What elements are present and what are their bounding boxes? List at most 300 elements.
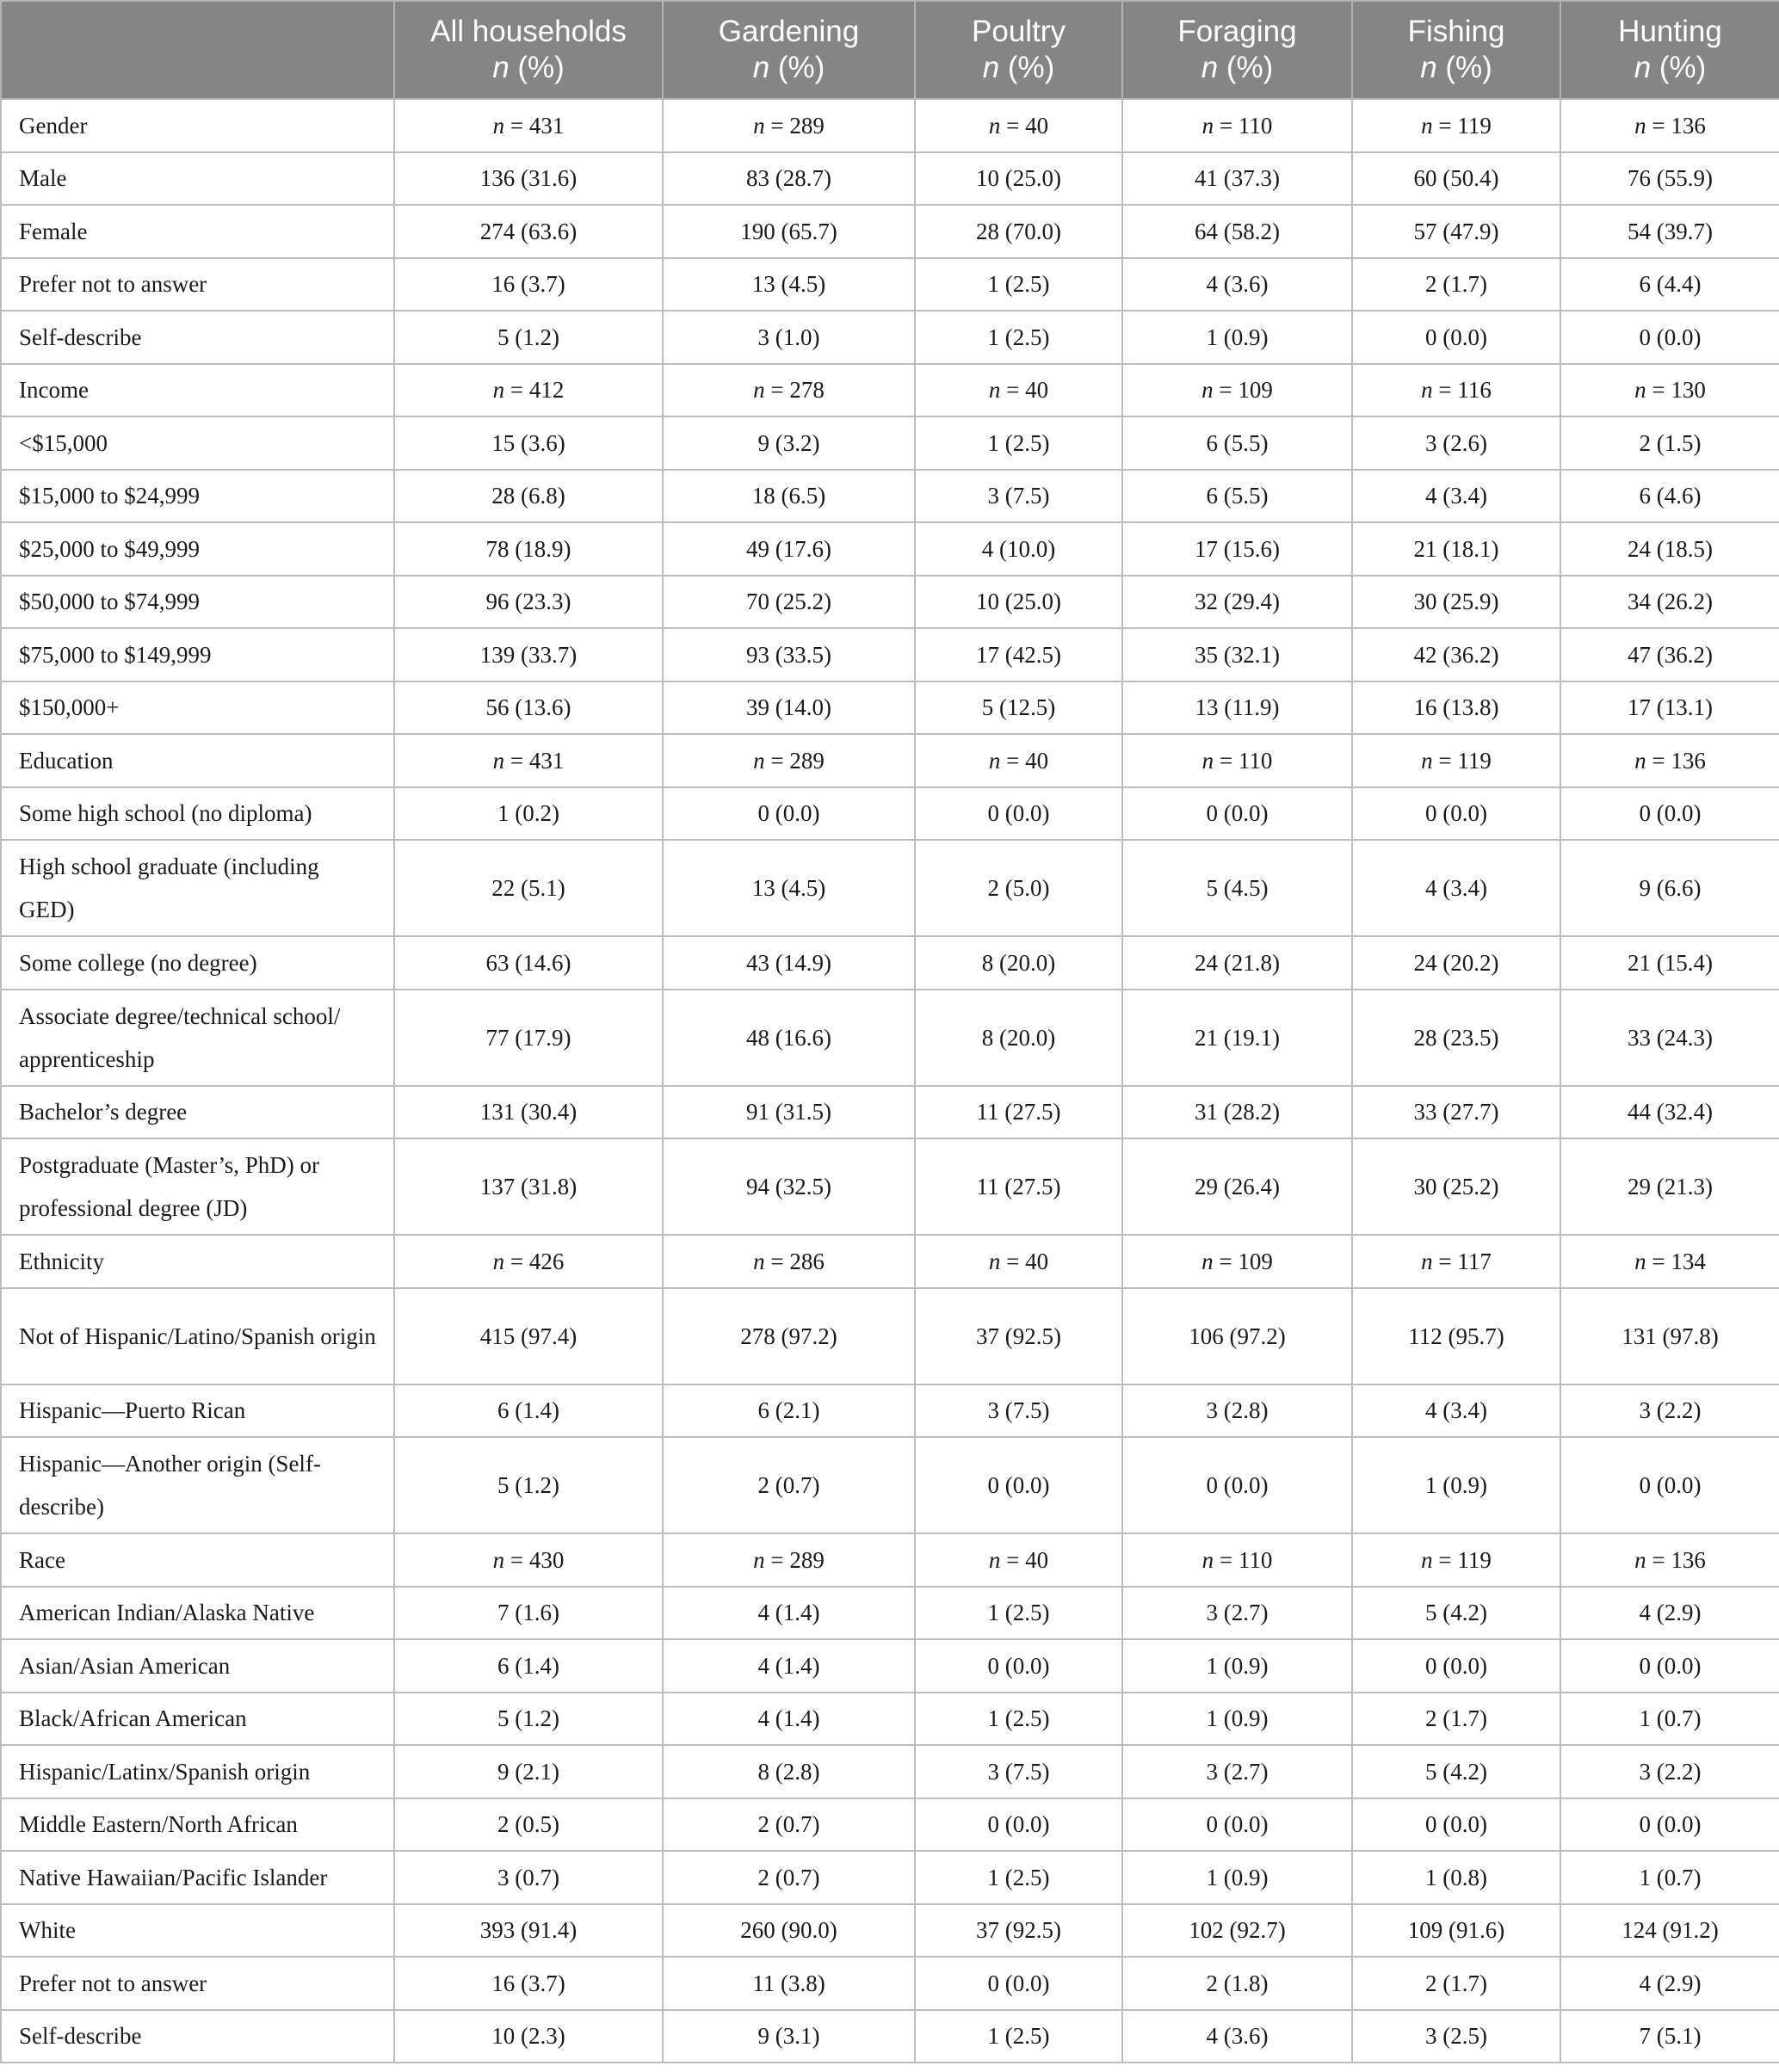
count-percent-cell: 112 (95.7) (1352, 1288, 1560, 1384)
sample-size-value: 289 (789, 1546, 825, 1573)
count-percent-cell: 131 (30.4) (394, 1086, 663, 1139)
row-label: Asian/Asian American (1, 1639, 394, 1693)
sample-size-cell (394, 734, 663, 787)
count-percent-cell: 1 (0.9) (1122, 1639, 1352, 1693)
n-symbol: n (492, 51, 510, 84)
row-label: Male (1, 152, 394, 206)
n-symbol: n (1421, 377, 1433, 404)
count-percent-cell: 0 (0.0) (915, 1639, 1122, 1693)
count-percent-cell: 0 (0.0) (1122, 1437, 1352, 1533)
count-percent-cell: 4 (3.6) (1122, 258, 1352, 311)
sample-size-value: 110 (1238, 747, 1273, 774)
table-header (1, 1, 1779, 99)
table-row (1, 1086, 1779, 1139)
section-label: Gender (1, 99, 394, 152)
sample-size-cell (394, 1533, 663, 1587)
count-percent-cell: 0 (0.0) (1560, 787, 1779, 841)
count-percent-cell: 21 (19.1) (1122, 990, 1352, 1086)
count-percent-cell: 1 (2.5) (915, 2010, 1122, 2063)
percent-unit: (%) (1436, 51, 1492, 84)
sample-size-value: 430 (528, 1546, 565, 1573)
sample-size-cell (1560, 364, 1779, 417)
sample-size-cell (1352, 364, 1560, 417)
n-symbol: n (1634, 51, 1652, 84)
n-symbol: n (492, 747, 505, 774)
section-row (1, 1235, 1779, 1288)
table-row (1, 1798, 1779, 1852)
sample-size-cell (1352, 99, 1560, 152)
count-percent-cell: 77 (17.9) (394, 990, 663, 1086)
count-percent-cell: 17 (42.5) (915, 628, 1122, 681)
table-row (1, 205, 1779, 258)
n-symbol: n (492, 112, 505, 139)
count-percent-cell: 5 (4.2) (1352, 1587, 1560, 1640)
row-label: Associate degree/technical school/ apprenticeship (1, 990, 394, 1086)
count-percent-cell: 18 (6.5) (663, 470, 915, 523)
count-percent-cell: 0 (0.0) (1560, 1798, 1779, 1852)
count-percent-cell: 49 (17.6) (663, 522, 915, 576)
equals-sign: = (1432, 112, 1458, 139)
sample-size-cell (915, 734, 1122, 787)
count-percent-cell: 1 (2.5) (915, 258, 1122, 311)
row-label: American Indian/Alaska Native (1, 1587, 394, 1640)
count-percent-cell: 33 (27.7) (1352, 1086, 1560, 1139)
table-row (1, 1851, 1779, 1904)
row-label: $75,000 to $149,999 (1, 628, 394, 681)
count-percent-cell: 11 (27.5) (915, 1138, 1122, 1235)
count-percent-cell: 7 (1.6) (394, 1587, 663, 1640)
count-percent-cell: 5 (1.2) (394, 1437, 663, 1533)
sample-size-value: 136 (1671, 1546, 1706, 1573)
n-symbol: n (1634, 377, 1646, 404)
table-row (1, 416, 1779, 470)
count-percent-cell: 0 (0.0) (915, 787, 1122, 841)
count-percent-cell: 4 (10.0) (915, 522, 1122, 576)
count-percent-cell: 1 (2.5) (915, 1693, 1122, 1746)
count-percent-cell: 15 (3.6) (394, 416, 663, 470)
section-label: Education (1, 734, 394, 787)
count-percent-cell: 4 (3.6) (1122, 2010, 1352, 2063)
table-row (1, 1745, 1779, 1798)
row-label: Hispanic/Latinx/Spanish origin (1, 1745, 394, 1798)
percent-unit: (%) (509, 51, 565, 84)
row-label: Bachelor’s degree (1, 1086, 394, 1139)
column-header-title: Poultry (972, 15, 1066, 48)
n-symbol: n (988, 112, 1001, 139)
equals-sign: = (1214, 1546, 1239, 1573)
count-percent-cell: 17 (13.1) (1560, 681, 1779, 735)
equals-sign: = (1646, 112, 1671, 139)
count-percent-cell: 6 (2.1) (663, 1384, 915, 1438)
n-symbol: n (988, 1248, 1001, 1274)
count-percent-cell: 70 (25.2) (663, 576, 915, 629)
column-header-subtitle (669, 50, 909, 86)
count-percent-cell: 2 (0.7) (663, 1851, 915, 1904)
sample-size-cell (1122, 364, 1352, 417)
table-row (1, 1138, 1779, 1235)
count-percent-cell: 63 (14.6) (394, 936, 663, 990)
count-percent-cell: 33 (24.3) (1560, 990, 1779, 1086)
equals-sign: = (1432, 1248, 1458, 1274)
equals-sign: = (1214, 747, 1239, 774)
count-percent-cell: 3 (2.5) (1352, 2010, 1560, 2063)
sample-size-value: 40 (1025, 377, 1049, 404)
count-percent-cell: 415 (97.4) (394, 1288, 663, 1384)
equals-sign: = (1646, 377, 1671, 404)
count-percent-cell: 34 (26.2) (1560, 576, 1779, 629)
count-percent-cell: 4 (1.4) (663, 1639, 915, 1693)
row-label: Some college (no degree) (1, 936, 394, 990)
count-percent-cell: 5 (1.2) (394, 1693, 663, 1746)
count-percent-cell: 54 (39.7) (1560, 205, 1779, 258)
sample-size-value: 40 (1025, 1248, 1049, 1274)
table-row (1, 936, 1779, 990)
count-percent-cell: 6 (4.6) (1560, 470, 1779, 523)
n-symbol: n (1421, 112, 1433, 139)
column-header (394, 1, 663, 99)
column-header-title: Fishing (1407, 15, 1505, 48)
table-row (1, 1904, 1779, 1958)
n-symbol: n (1420, 51, 1437, 84)
sample-size-value: 40 (1025, 1546, 1049, 1573)
sample-size-value: 431 (528, 112, 565, 139)
n-symbol: n (988, 747, 1001, 774)
column-header (1122, 1, 1352, 99)
count-percent-cell: 0 (0.0) (1122, 787, 1352, 841)
count-percent-cell: 0 (0.0) (1560, 1437, 1779, 1533)
table-body (1, 99, 1779, 2063)
row-label: Postgraduate (Master’s, PhD) or professional degree (JD) (1, 1138, 394, 1235)
count-percent-cell: 60 (50.4) (1352, 152, 1560, 206)
count-percent-cell: 1 (0.7) (1560, 1851, 1779, 1904)
row-label: White (1, 1904, 394, 1958)
equals-sign: = (764, 377, 790, 404)
count-percent-cell: 94 (32.5) (663, 1138, 915, 1235)
equals-sign: = (1214, 112, 1239, 139)
sample-size-cell (1560, 1235, 1779, 1288)
count-percent-cell: 5 (4.2) (1352, 1745, 1560, 1798)
column-header-subtitle (1358, 50, 1554, 86)
section-row (1, 734, 1779, 787)
sample-size-cell (663, 734, 915, 787)
equals-sign: = (1432, 377, 1458, 404)
row-label: $150,000+ (1, 681, 394, 735)
count-percent-cell: 5 (4.5) (1122, 840, 1352, 936)
count-percent-cell: 9 (3.1) (663, 2010, 915, 2063)
n-symbol: n (1421, 1248, 1433, 1274)
count-percent-cell: 131 (97.8) (1560, 1288, 1779, 1384)
table-row (1, 628, 1779, 681)
count-percent-cell: 3 (2.7) (1122, 1745, 1352, 1798)
sample-size-value: 116 (1457, 377, 1492, 404)
count-percent-cell: 8 (20.0) (915, 936, 1122, 990)
count-percent-cell: 124 (91.2) (1560, 1904, 1779, 1958)
count-percent-cell: 32 (29.4) (1122, 576, 1352, 629)
n-symbol: n (492, 1248, 505, 1274)
count-percent-cell: 24 (20.2) (1352, 936, 1560, 990)
count-percent-cell: 47 (36.2) (1560, 628, 1779, 681)
count-percent-cell: 37 (92.5) (915, 1904, 1122, 1958)
equals-sign: = (1000, 377, 1026, 404)
count-percent-cell: 136 (31.6) (394, 152, 663, 206)
equals-sign: = (1000, 112, 1026, 139)
table-row (1, 787, 1779, 841)
count-percent-cell: 13 (4.5) (663, 258, 915, 311)
count-percent-cell: 9 (6.6) (1560, 840, 1779, 936)
n-symbol: n (1634, 1248, 1646, 1274)
section-label: Ethnicity (1, 1235, 394, 1288)
sample-size-value: 412 (528, 377, 565, 404)
count-percent-cell: 8 (2.8) (663, 1745, 915, 1798)
column-header-subtitle (1566, 50, 1774, 86)
sample-size-cell (663, 99, 915, 152)
count-percent-cell: 83 (28.7) (663, 152, 915, 206)
n-symbol: n (753, 747, 765, 774)
count-percent-cell: 3 (2.8) (1122, 1384, 1352, 1438)
equals-sign: = (504, 1248, 529, 1274)
column-header-subtitle (1128, 50, 1346, 86)
sample-size-cell (1352, 1235, 1560, 1288)
count-percent-cell: 16 (3.7) (394, 1957, 663, 2010)
sample-size-cell (1352, 734, 1560, 787)
count-percent-cell: 64 (58.2) (1122, 205, 1352, 258)
sample-size-value: 109 (1238, 377, 1273, 404)
count-percent-cell: 0 (0.0) (1352, 787, 1560, 841)
count-percent-cell: 41 (37.3) (1122, 152, 1352, 206)
row-label: Native Hawaiian/Pacific Islander (1, 1851, 394, 1904)
count-percent-cell: 3 (0.7) (394, 1851, 663, 1904)
sample-size-value: 289 (789, 112, 825, 139)
table-row (1, 1957, 1779, 2010)
count-percent-cell: 13 (11.9) (1122, 681, 1352, 735)
equals-sign: = (1646, 1546, 1671, 1573)
count-percent-cell: 21 (18.1) (1352, 522, 1560, 576)
count-percent-cell: 10 (2.3) (394, 2010, 663, 2063)
sample-size-cell (394, 99, 663, 152)
equals-sign: = (1213, 1248, 1239, 1274)
count-percent-cell: 31 (28.2) (1122, 1086, 1352, 1139)
section-row (1, 364, 1779, 417)
column-header (1352, 1, 1560, 99)
sample-size-cell (394, 1235, 663, 1288)
column-header-subtitle (921, 50, 1116, 86)
n-symbol: n (1201, 747, 1214, 774)
sample-size-cell (915, 99, 1122, 152)
sample-size-value: 119 (1457, 747, 1492, 774)
count-percent-cell: 5 (12.5) (915, 681, 1122, 735)
count-percent-cell: 106 (97.2) (1122, 1288, 1352, 1384)
equals-sign: = (1213, 377, 1239, 404)
count-percent-cell: 102 (92.7) (1122, 1904, 1352, 1958)
n-symbol: n (1201, 51, 1219, 84)
equals-sign: = (1432, 1546, 1458, 1573)
count-percent-cell: 10 (25.0) (915, 152, 1122, 206)
count-percent-cell: 6 (5.5) (1122, 416, 1352, 470)
sample-size-cell (1352, 1533, 1560, 1587)
count-percent-cell: 1 (0.8) (1352, 1851, 1560, 1904)
count-percent-cell: 28 (6.8) (394, 470, 663, 523)
count-percent-cell: 2 (5.0) (915, 840, 1122, 936)
count-percent-cell: 3 (2.7) (1122, 1587, 1352, 1640)
count-percent-cell: 4 (1.4) (663, 1693, 915, 1746)
count-percent-cell: 4 (1.4) (663, 1587, 915, 1640)
sample-size-cell (1560, 734, 1779, 787)
count-percent-cell: 4 (3.4) (1352, 470, 1560, 523)
count-percent-cell: 0 (0.0) (915, 1957, 1122, 2010)
table-row (1, 470, 1779, 523)
equals-sign: = (1000, 1248, 1026, 1274)
row-label: Hispanic—Puerto Rican (1, 1384, 394, 1438)
table-row (1, 2010, 1779, 2063)
count-percent-cell: 278 (97.2) (663, 1288, 915, 1384)
sample-size-value: 286 (789, 1248, 825, 1274)
count-percent-cell: 7 (5.1) (1560, 2010, 1779, 2063)
column-header-title: Gardening (718, 15, 860, 48)
row-label: Prefer not to answer (1, 1957, 394, 2010)
count-percent-cell: 9 (3.2) (663, 416, 915, 470)
row-label: Hispanic—Another origin (Self-describe) (1, 1437, 394, 1533)
n-symbol: n (753, 1248, 765, 1274)
equals-sign: = (504, 112, 529, 139)
sample-size-value: 117 (1457, 1248, 1492, 1274)
row-label: $25,000 to $49,999 (1, 522, 394, 576)
count-percent-cell: 16 (3.7) (394, 258, 663, 311)
column-header (1560, 1, 1779, 99)
count-percent-cell: 0 (0.0) (915, 1437, 1122, 1533)
count-percent-cell: 2 (1.5) (1560, 416, 1779, 470)
table-row (1, 576, 1779, 629)
percent-unit: (%) (999, 51, 1055, 84)
equals-sign: = (764, 112, 790, 139)
equals-sign: = (1000, 747, 1026, 774)
equals-sign: = (1646, 1248, 1671, 1274)
row-label: Female (1, 205, 394, 258)
percent-unit: (%) (1651, 51, 1707, 84)
sample-size-value: 136 (1671, 112, 1706, 139)
n-symbol: n (1421, 747, 1433, 774)
count-percent-cell: 91 (31.5) (663, 1086, 915, 1139)
sample-size-value: 119 (1457, 112, 1492, 139)
percent-unit: (%) (769, 51, 825, 84)
count-percent-cell: 44 (32.4) (1560, 1086, 1779, 1139)
count-percent-cell: 260 (90.0) (663, 1904, 915, 1958)
count-percent-cell: 0 (0.0) (1560, 311, 1779, 364)
count-percent-cell: 3 (7.5) (915, 1745, 1122, 1798)
count-percent-cell: 43 (14.9) (663, 936, 915, 990)
count-percent-cell: 393 (91.4) (394, 1904, 663, 1958)
count-percent-cell: 0 (0.0) (1352, 1798, 1560, 1852)
count-percent-cell: 48 (16.6) (663, 990, 915, 1086)
count-percent-cell: 0 (0.0) (1122, 1798, 1352, 1852)
equals-sign: = (1432, 747, 1458, 774)
count-percent-cell: 8 (20.0) (915, 990, 1122, 1086)
count-percent-cell: 1 (2.5) (915, 311, 1122, 364)
count-percent-cell: 9 (2.1) (394, 1745, 663, 1798)
table-row (1, 1587, 1779, 1640)
count-percent-cell: 2 (0.7) (663, 1798, 915, 1852)
sample-size-cell (1560, 99, 1779, 152)
table-row (1, 152, 1779, 206)
equals-sign: = (504, 747, 529, 774)
n-symbol: n (1201, 1248, 1214, 1274)
count-percent-cell: 3 (2.2) (1560, 1745, 1779, 1798)
count-percent-cell: 10 (25.0) (915, 576, 1122, 629)
count-percent-cell: 3 (2.6) (1352, 416, 1560, 470)
table-row (1, 1693, 1779, 1746)
sample-size-value: 431 (528, 747, 565, 774)
count-percent-cell: 3 (1.0) (663, 311, 915, 364)
n-symbol: n (1634, 747, 1646, 774)
count-percent-cell: 29 (26.4) (1122, 1138, 1352, 1235)
n-symbol: n (1201, 1546, 1214, 1573)
count-percent-cell: 11 (3.8) (663, 1957, 915, 2010)
sample-size-cell (915, 1235, 1122, 1288)
sample-size-value: 110 (1238, 1546, 1273, 1573)
count-percent-cell: 3 (2.2) (1560, 1384, 1779, 1438)
count-percent-cell: 4 (3.4) (1352, 1384, 1560, 1438)
count-percent-cell: 29 (21.3) (1560, 1138, 1779, 1235)
count-percent-cell: 2 (0.7) (663, 1437, 915, 1533)
n-symbol: n (1421, 1546, 1433, 1573)
equals-sign: = (1000, 1546, 1026, 1573)
count-percent-cell: 0 (0.0) (1352, 1639, 1560, 1693)
count-percent-cell: 13 (4.5) (663, 840, 915, 936)
n-symbol: n (1201, 112, 1214, 139)
table-row (1, 1437, 1779, 1533)
sample-size-value: 136 (1671, 747, 1706, 774)
sample-size-cell (663, 1235, 915, 1288)
row-label: Some high school (no diploma) (1, 787, 394, 841)
n-symbol: n (492, 1546, 505, 1573)
table-row (1, 990, 1779, 1086)
count-percent-cell: 76 (55.9) (1560, 152, 1779, 206)
n-symbol: n (753, 377, 765, 404)
sample-size-value: 110 (1238, 112, 1273, 139)
equals-sign: = (504, 1546, 529, 1573)
count-percent-cell: 1 (0.9) (1122, 311, 1352, 364)
count-percent-cell: 0 (0.0) (915, 1798, 1122, 1852)
table-row (1, 681, 1779, 735)
count-percent-cell: 93 (33.5) (663, 628, 915, 681)
section-row (1, 99, 1779, 152)
count-percent-cell: 1 (0.9) (1352, 1437, 1560, 1533)
n-symbol: n (1634, 1546, 1646, 1573)
header-blank (1, 1, 394, 99)
equals-sign: = (764, 747, 790, 774)
sample-size-value: 426 (528, 1248, 565, 1274)
count-percent-cell: 2 (1.8) (1122, 1957, 1352, 2010)
equals-sign: = (764, 1248, 790, 1274)
sample-size-value: 289 (789, 747, 825, 774)
count-percent-cell: 2 (0.5) (394, 1798, 663, 1852)
count-percent-cell: 6 (1.4) (394, 1384, 663, 1438)
count-percent-cell: 2 (1.7) (1352, 1957, 1560, 2010)
row-label: Self-describe (1, 311, 394, 364)
sample-size-cell (915, 1533, 1122, 1587)
count-percent-cell: 30 (25.9) (1352, 576, 1560, 629)
count-percent-cell: 17 (15.6) (1122, 522, 1352, 576)
count-percent-cell: 96 (23.3) (394, 576, 663, 629)
count-percent-cell: 1 (0.9) (1122, 1851, 1352, 1904)
count-percent-cell: 28 (23.5) (1352, 990, 1560, 1086)
sample-size-cell (1122, 1235, 1352, 1288)
table-row (1, 258, 1779, 311)
equals-sign: = (504, 377, 529, 404)
n-symbol: n (492, 377, 505, 404)
count-percent-cell: 37 (92.5) (915, 1288, 1122, 1384)
table-row (1, 311, 1779, 364)
n-symbol: n (753, 112, 765, 139)
